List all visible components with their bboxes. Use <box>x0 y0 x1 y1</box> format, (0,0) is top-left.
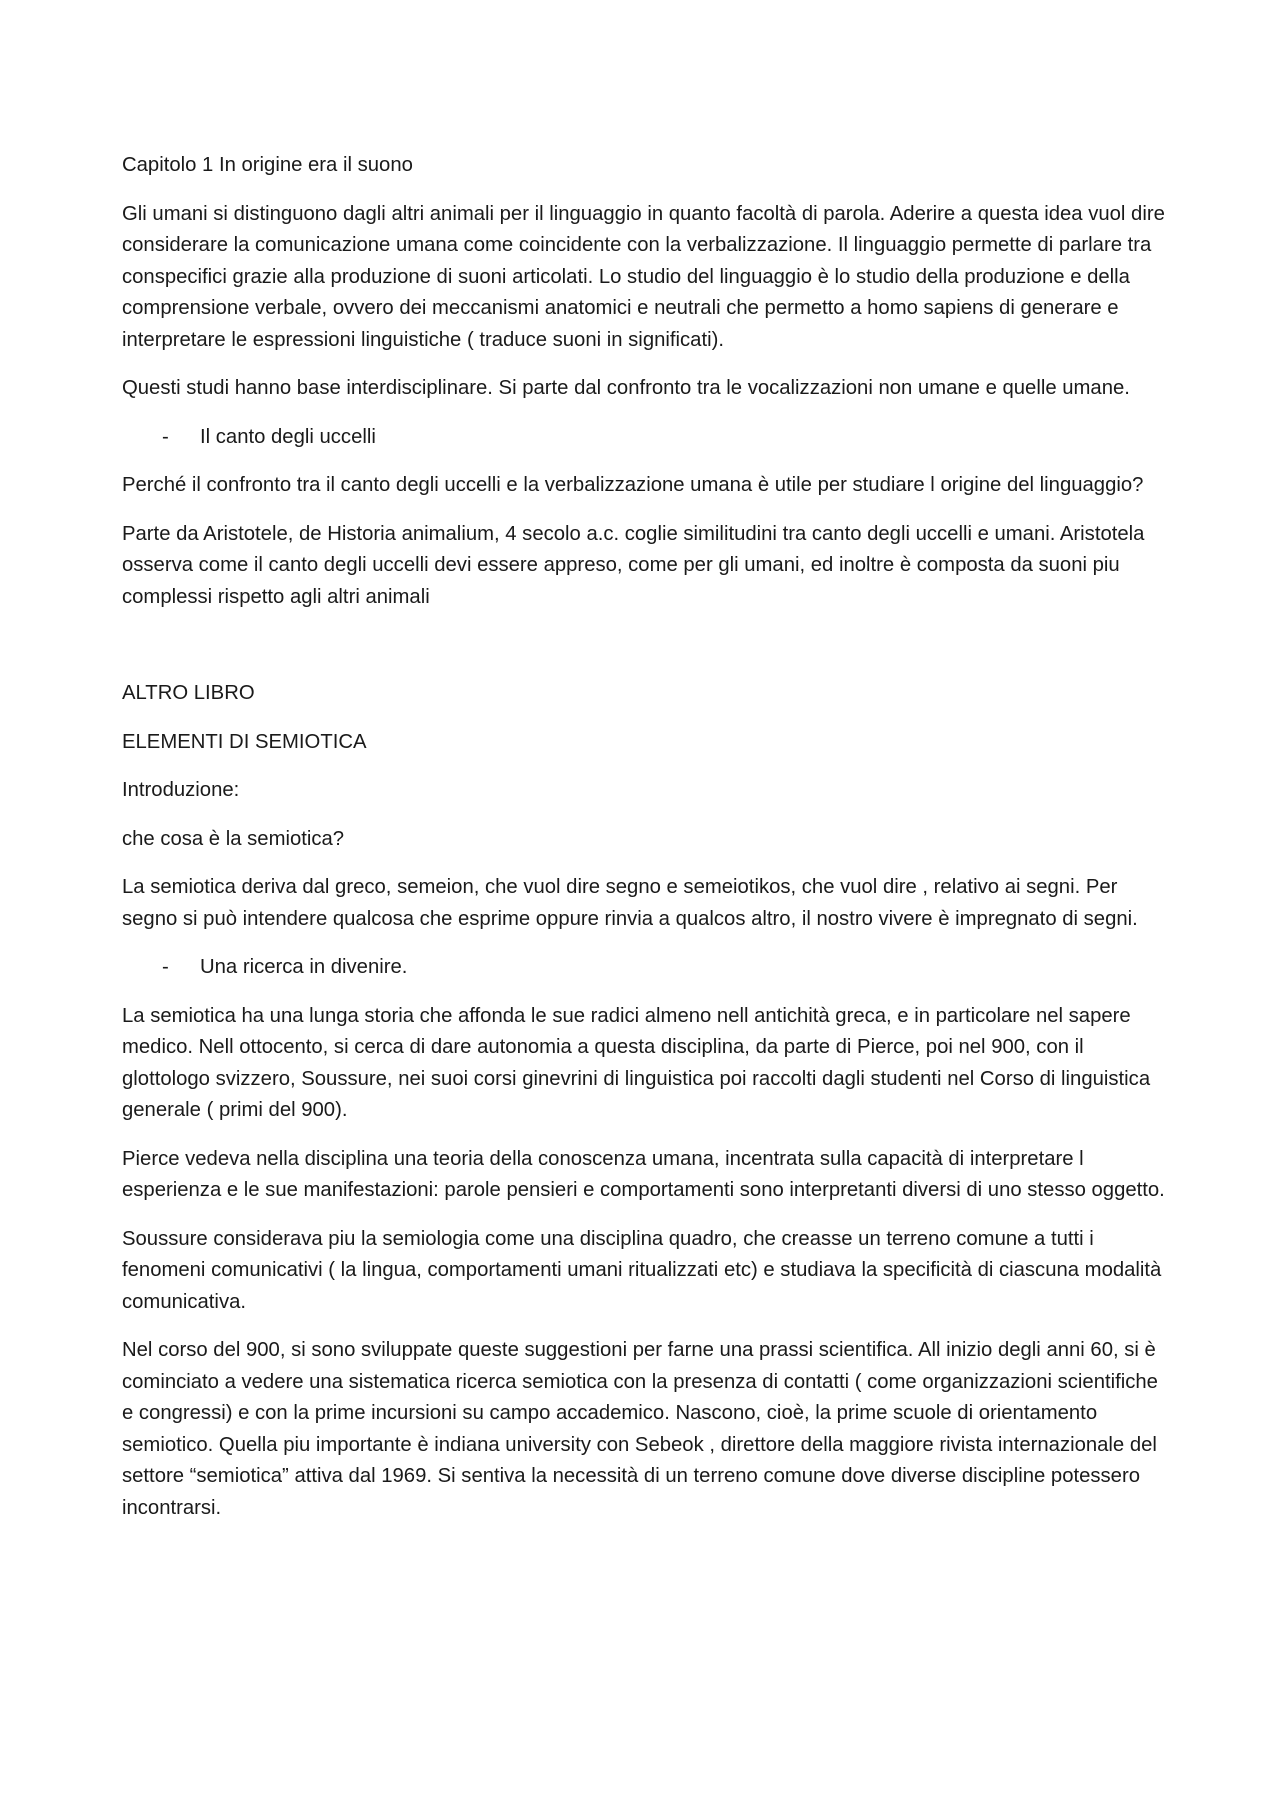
paragraph-soussure: Soussure considerava piu la semiologia come una disciplina quadro, che creasse un terreno comune a tutti i fenomeni comunicativi ( la lingua, comportamenti umani ritualizzati etc) e studiava la specificità di ciascuna modalità comunicativa. <box>122 1227 1162 1313</box>
bullet-text: Una ricerca in divenire. <box>200 956 408 978</box>
chapter-title: Capitolo 1 In origine era il suono <box>122 154 413 176</box>
paragraph-semiotics-history: La semiotica ha una lunga storia che affonda le sue radici almeno nell antichità greca, e in particolare nel sapere medico. Nell ottocento, si cerca di dare autonomia a questa disciplina, da parte di Pierce, poi nel 900, con il glottologo svizzero, Soussure, nei suoi corsi ginevrini di linguistica poi raccolti dagli studenti nel Corso di linguistica generale ( primi del 900). <box>122 1004 1151 1121</box>
paragraph-pierce: Pierce vedeva nella disciplina una teoria della conoscenza umana, incentrata sulla capacità di interpretare l esperienza e le sue manifestazioni: parole pensieri e comportamenti sono interpretanti diversi di uno stesso oggetto. <box>122 1147 1165 1201</box>
bullet-dash: - <box>162 956 169 978</box>
book-title: ELEMENTI DI SEMIOTICA <box>122 730 367 753</box>
section-gap <box>122 630 1167 678</box>
bullet-text: Il canto degli uccelli <box>200 425 376 448</box>
paragraph-question-bird-song: Perché il confronto tra il canto degli uccelli e la verbalizzazione umana è utile per studiare l origine del linguaggio? <box>122 474 1144 496</box>
document-body <box>122 150 1167 1541</box>
bullet-item-bird-song <box>122 422 1167 454</box>
intro-label: Introduzione: <box>122 779 240 801</box>
paragraph-human-language: Gli umani si distinguono dagli altri animali per il linguaggio in quanto facoltà di parola. Aderire a questa idea vuol dire considerare la comunicazione umana come coincidente con la verbalizzazione. Il linguaggio permette di parlare tra conspecifici grazie alla produzione di suoni articolati. Lo studio del linguaggio è lo studio della produzione e della comprensione verbale, ovvero dei meccanismi anatomici e neutrali che permetto a homo sapiens di generare e interpretare le espressioni linguistiche ( traduce suoni in significati). <box>122 202 1165 351</box>
question-semiotics: che cosa è la semiotica? <box>122 827 345 850</box>
paragraph-interdisciplinary: Questi studi hanno base interdisciplinare. Si parte dal confronto tra le vocalizzazioni non umane e quelle umane. <box>122 377 1130 399</box>
paragraph-semiotics-definition: La semiotica deriva dal greco, semeion, che vuol dire segno e semeiotikos, che vuol dire , relativo ai segni. Per segno si può intendere qualcosa che esprime oppure rinvia a qualcos altro, il nostro vivere è impregnato di segni. <box>122 876 1138 930</box>
bullet-item-research <box>122 952 1167 984</box>
book-heading: ALTRO LIBRO <box>122 682 255 704</box>
bullet-dash: - <box>162 425 169 448</box>
paragraph-twentieth-century: Nel corso del 900, si sono sviluppate queste suggestioni per farne una prassi scientifica. All inizio degli anni 60, si è cominciato a vedere una sistematica ricerca semiotica con la presenza di contatti ( come organizzazioni scientifiche e congressi) e con la prime incursioni su campo accademico. Nascono, cioè, la prime scuole di orientamento semiotico. Quella piu importante è indiana university con Sebeok , direttore della maggiore rivista internazionale del settore “semiotica” attiva dal 1969. Si sentiva la necessità di un terreno comune dove diverse discipline potessero incontrarsi. <box>122 1339 1158 1519</box>
paragraph-aristotle: Parte da Aristotele, de Historia animalium, 4 secolo a.c. coglie similitudini tra canto degli uccelli e umani. Aristotela osserva come il canto degli uccelli devi essere appreso, come per gli umani, ed inoltre è composta da suoni piu complessi rispetto agli altri animali <box>122 522 1145 608</box>
